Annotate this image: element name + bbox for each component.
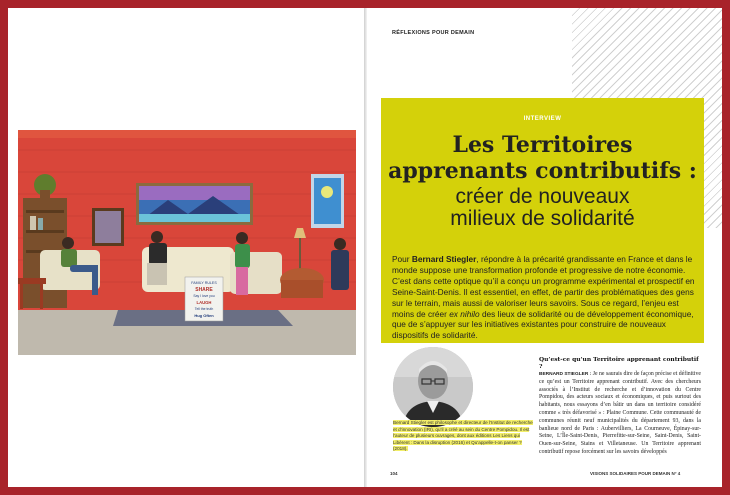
interview-answer [539,371,701,457]
sign-line-6: Hug Often [194,313,214,318]
lede-italic: ex nihilo [449,308,480,319]
title-box [381,98,704,343]
lede-text-1: Pour [392,254,412,264]
page-number: 104 [390,471,398,476]
subtitle-line-1: créer de nouveaux [455,185,630,208]
title-line-1: Les Territoires [452,132,633,158]
caption-text: Bernard Stiegler est philosophe et directeur de l’Institut de recherche et d’innovation (IRI), qu’il a créé au sein du Centre Pompidou. Il est l’auteur de plusieurs ouvrages, dont aux éditions Les Liens qui Libèrent : Dans la disruption (2016) et Qu’appelle-t-on panser ? (2018). [393,420,533,452]
sign-line-5: Tell the truth [194,307,214,311]
interview-photo [18,130,356,355]
sign-line-2: SHARE [195,287,213,293]
lede-paragraph [392,254,696,341]
magazine-footer: VISIONS SOLIDAIRES POUR DEMAIN N° 4 [590,471,681,476]
subtitle-line-2: milieux de solidarité [450,207,635,230]
sign-line-4: LAUGH [196,300,212,305]
speaker-label: BERNARD STIEGLER : [539,372,592,377]
article-subtitle [381,186,704,230]
lede-author-name: Bernard Stiegler [411,254,477,264]
author-portrait [393,347,473,427]
lede-text-3: des lieux de solidarité ou de développement économique, que de s’appuyer sur les initiatives existantes pour construire de nouveaux dispositifs de solidarité. [392,308,694,341]
interview-question: Qu’est-ce qu’un Territoire apprenant contributif ? [539,356,699,370]
title-line-2: apprenants contributifs : [388,158,697,184]
article-title [381,132,704,184]
kicker-label: INTERVIEW [523,116,562,122]
page-spine [364,8,367,487]
portrait-caption [393,420,536,453]
sign-line-3: Say I love you [193,294,215,298]
section-header: RÉFLEXIONS POUR DEMAIN [392,30,475,36]
lede-text-2: , répondre à la précarité grandissante en France et dans le monde suppose une transformation profonde et progressive de notre économie. C’est dans cette optique qu’il a conçu un programme expérimental et prospectif en Seine-Saint-Denis. Il est essentiel, en effet, de partir des problématiques des gens sur le terrain, mais aussi de valoriser leurs savoirs. Sous ce regard, l’enjeu est moins de créer [392,254,695,319]
sign-line-1: FAMILY RULES [191,281,217,285]
answer-text: Je ne saurais dire de façon précise et définitive ce qu’est un Territoire apprenant contributif. Avec des chercheurs associés à l’Institut de recherche et d’innovation du Centre Pompidou, des acteurs sociaux et économiques, et puis surtout des habitants, nous essayons d’en bâtir un dans un territoire considéré comme « très défavorisé » : Plaine Commune. Cette communauté de communes réunit neuf municipalités du département 93, dans la banlieue nord de Paris : Aubervilliers, La Courneuve, Épinay-sur-Seine, L’Île-Saint-Denis, Pierrefitte-sur-Seine, Saint-Denis, Saint-Ouen-sur-Seine, Stains et Villetaneuse. Un Territoire apprenant contributif repose forcément sur les savoirs développés [539,371,702,455]
